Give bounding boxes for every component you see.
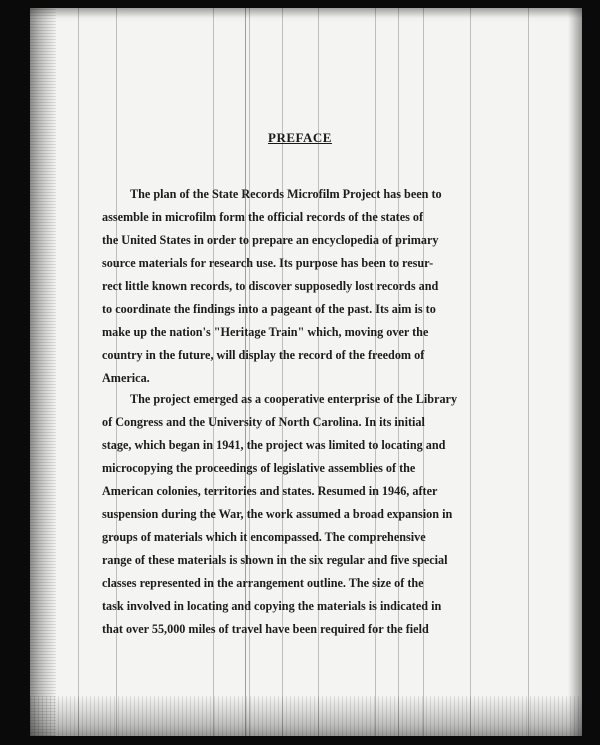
text-line: The project emerged as a cooperative enterprise of the Library	[130, 392, 458, 406]
page-edge-bottom	[30, 696, 582, 736]
text-line: stage, which began in 1941, the project was limited to locating and	[102, 438, 446, 452]
text-line: American colonies, territories and states. Resumed in 1946, after	[102, 484, 438, 498]
text-line: classes represented in the arrangement outline. The size of the	[102, 576, 424, 590]
text-line: suspension during the War, the work assumed a broad expansion in	[102, 507, 453, 521]
scan-streak	[528, 8, 529, 736]
text-line: rect little known records, to discover supposedly lost records and	[102, 279, 439, 293]
text-line: to coordinate the findings into a pageant of the past. Its aim is to	[102, 302, 436, 316]
text-line: range of these materials is shown in the six regular and five special	[102, 553, 448, 567]
text-line: country in the future, will display the record of the freedom of	[102, 348, 425, 362]
text-line: The plan of the State Records Microfilm Project has been to	[130, 187, 442, 201]
page-edge-top	[30, 8, 582, 18]
paragraph-2	[102, 388, 492, 641]
text-line: America.	[102, 371, 150, 385]
text-line: the United States in order to prepare an encyclopedia of primary	[102, 233, 439, 247]
page-title: PREFACE	[268, 130, 332, 145]
text-line: groups of materials which it encompassed. The comprehensive	[102, 530, 426, 544]
scan-streak	[78, 8, 79, 736]
text-line: assemble in microfilm form the official records of the states of	[102, 210, 424, 224]
page-edge-left	[30, 8, 56, 736]
text-line: task involved in locating and copying the materials is indicated in	[102, 599, 442, 613]
text-line: make up the nation's "Heritage Train" which, moving over the	[102, 325, 429, 339]
text-line: source materials for research use. Its purpose has been to resur-	[102, 256, 434, 270]
text-line: microcopying the proceedings of legislative assemblies of the	[102, 461, 416, 475]
text-line: of Congress and the University of North Carolina. In its initial	[102, 415, 425, 429]
paragraph-1	[102, 183, 492, 390]
text-line: that over 55,000 miles of travel have been required for the field	[102, 622, 429, 636]
scanned-page	[30, 8, 582, 736]
page-edge-right	[568, 8, 582, 736]
